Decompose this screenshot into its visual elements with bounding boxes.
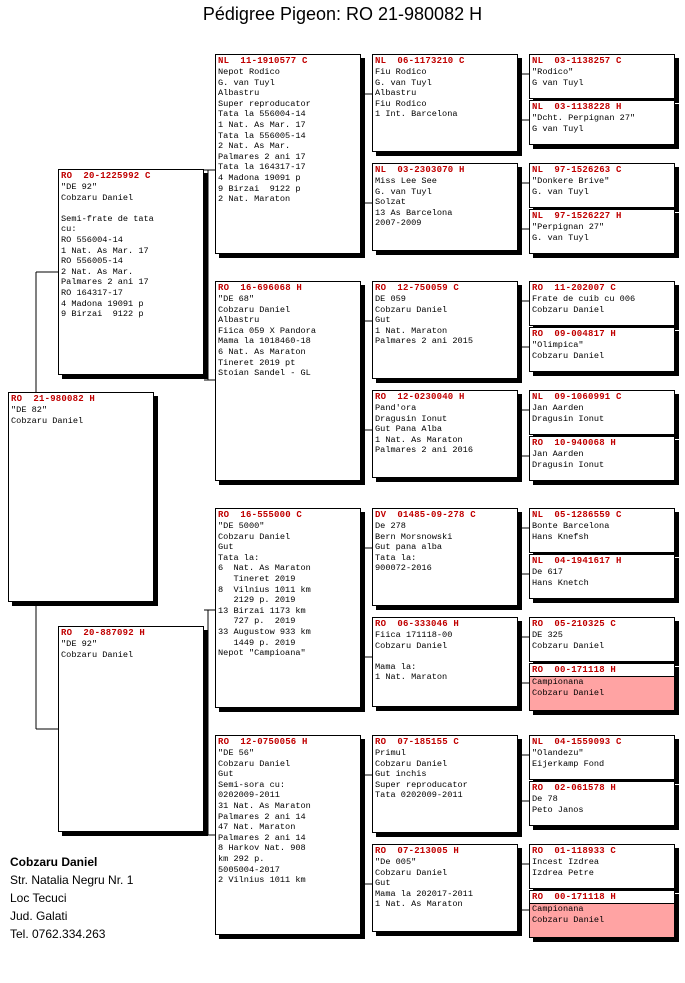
detail-line: De 78 <box>532 794 558 804</box>
detail-line: Nepot "Campioana" <box>218 648 306 659</box>
detail-line: Jan Aarden <box>532 403 584 413</box>
detail-line: Semi-sora cu: <box>218 779 286 790</box>
detail-line: 1 Nat. Maraton <box>375 672 448 683</box>
pigeon-details <box>373 176 517 229</box>
owner-address-block <box>10 853 133 943</box>
ring-number: NL 04-1559093 C <box>532 737 622 747</box>
detail-line: Cobzaru Daniel <box>218 758 291 769</box>
detail-line: Peto Janos <box>532 804 584 815</box>
pigeon-card-g7 <box>529 390 675 435</box>
detail-line: Hans Knetch <box>532 577 589 588</box>
detail-line: Cobzaru Daniel <box>532 350 605 361</box>
detail-line: 900072-2016 <box>375 563 432 574</box>
detail-line: Mama la 1018460-18 <box>218 336 311 347</box>
detail-line: RO 164317-17 <box>61 287 123 298</box>
owner-phone: Tel. 0762.334.263 <box>10 927 106 941</box>
detail-line: 47 Nat. Maraton <box>218 822 296 833</box>
ring-number: RO 02-061578 H <box>532 783 617 793</box>
detail-line: 4 Madona 19091 p <box>218 172 301 183</box>
ring-number: RO 07-213005 H <box>375 846 460 856</box>
ring-number: RO 00-171118 H <box>530 664 674 677</box>
detail-line: "Donkere Brive" <box>532 176 610 186</box>
detail-line: Tata 0202009-2011 <box>375 790 463 801</box>
owner-street: Str. Natalia Negru Nr. 1 <box>10 873 134 887</box>
pigeon-card-g8 <box>529 436 675 481</box>
detail-line: Izdrea Petre <box>532 867 594 878</box>
ring-number: RO 21-980082 H <box>11 394 96 404</box>
pigeon-card-g16 <box>529 890 675 938</box>
ring-number: NL 03-2303070 H <box>375 165 465 175</box>
pigeon-details <box>9 405 153 426</box>
pigeon-card-sdd <box>372 390 518 478</box>
pigeon-details <box>373 294 517 347</box>
detail-line: RO 556005-14 <box>61 256 123 267</box>
pigeon-details <box>530 630 674 651</box>
pigeon-card-dsd <box>372 617 518 707</box>
detail-line: RO 556004-14 <box>61 234 123 245</box>
detail-line: Primul <box>375 748 406 758</box>
detail-line: Palmares 2 ani 14 <box>218 811 306 822</box>
detail-line: Gut pana alba <box>375 542 443 553</box>
detail-line: Pand'ora <box>375 403 417 413</box>
pigeon-details <box>530 857 674 878</box>
pigeon-card-g10 <box>529 554 675 599</box>
detail-line: Tata la 164317-17 <box>218 162 306 173</box>
detail-line: 9 Birzai 9122 p <box>218 183 301 194</box>
detail-line: DE 059 <box>375 294 406 304</box>
detail-line: Gut Pana Alba <box>375 424 443 435</box>
detail-line: 2 Nat. Maraton <box>218 194 291 205</box>
pigeon-details <box>530 794 674 815</box>
detail-line: Albastru <box>375 88 417 99</box>
pigeon-details <box>530 521 674 542</box>
detail-line: Fiica 171118-00 <box>375 630 453 640</box>
detail-line: km 292 p. <box>218 853 265 864</box>
detail-line: Cobzaru Daniel <box>218 304 291 315</box>
detail-line: 4 Madona 19091 p <box>61 298 144 309</box>
detail-line: Fiica 059 X Pandora <box>218 325 316 336</box>
detail-line: "DE 92" <box>61 182 98 192</box>
pigeon-details <box>216 748 360 886</box>
pigeon-card-dam <box>58 626 204 832</box>
pigeon-card-ssd <box>372 163 518 251</box>
pigeon-details <box>373 403 517 456</box>
pigeon-details <box>530 449 674 470</box>
detail-line: Cobzaru Daniel <box>61 192 134 203</box>
detail-line: Frate de cuib cu 006 <box>532 294 636 304</box>
pigeon-card-g12 <box>529 663 675 711</box>
ring-number: NL 04-1941617 H <box>532 556 622 566</box>
detail-line: "De 005" <box>375 857 417 867</box>
pigeon-card-dd <box>215 735 361 935</box>
detail-line: Palmares 2 ani 2016 <box>375 445 473 456</box>
detail-line: Cobzaru Daniel <box>532 640 605 651</box>
ring-number: RO 20-887092 H <box>61 628 146 638</box>
ring-number: NL 05-1286559 C <box>532 510 622 520</box>
detail-line: Tata la 556005-14 <box>218 130 306 141</box>
pigeon-card-g14 <box>529 781 675 826</box>
detail-line: Cobzaru Daniel <box>375 758 448 769</box>
detail-line: Palmares 2 ani 17 <box>61 277 149 288</box>
detail-line: Cobzaru Daniel <box>11 415 84 426</box>
pigeon-card-g6 <box>529 327 675 372</box>
pigeon-card-ds <box>215 508 361 708</box>
detail-line: Solzat <box>375 197 406 208</box>
pigeon-details <box>216 294 360 379</box>
detail-line <box>375 651 515 662</box>
detail-line: Bern Morsnowski <box>375 531 453 542</box>
detail-line: "DE 5000" <box>218 521 265 531</box>
ring-number: NL 09-1060991 C <box>532 392 622 402</box>
detail-line: Super reproducator <box>218 98 311 109</box>
detail-line: "DE 92" <box>61 639 98 649</box>
pigeon-details <box>530 904 674 925</box>
pigeon-details <box>216 67 360 205</box>
detail-line: "DE 56" <box>218 748 255 758</box>
detail-line: Gut <box>375 315 391 326</box>
detail-line: Super reproducator <box>375 779 468 790</box>
ring-number: RO 16-555000 C <box>218 510 303 520</box>
ring-number: RO 07-185155 C <box>375 737 460 747</box>
detail-line: "Rodico" <box>532 67 574 77</box>
detail-line: Campionana <box>532 904 584 914</box>
detail-line: 1 Int. Barcelona <box>375 109 458 120</box>
pigeon-details <box>530 403 674 424</box>
ring-number: DV 01485-09-278 C <box>375 510 476 520</box>
detail-line: Palmares 2 ani 17 <box>218 151 306 162</box>
detail-line: 2 Vilnius 1011 km <box>218 875 306 886</box>
detail-line: "Olimpica" <box>532 340 584 350</box>
detail-line: 1 Nat. As Maraton <box>375 899 463 910</box>
detail-line: Cobzaru Daniel <box>532 304 605 315</box>
pigeon-details <box>530 222 674 243</box>
pigeon-details <box>373 67 517 120</box>
pigeon-details <box>373 857 517 910</box>
detail-line: Semi-frate de tata <box>61 213 154 224</box>
pigeon-card-g15 <box>529 844 675 889</box>
detail-line: De 617 <box>532 567 563 577</box>
detail-line: Hans Knefsh <box>532 531 589 542</box>
pigeon-card-g13 <box>529 735 675 780</box>
pigeon-details <box>530 748 674 769</box>
detail-line: G van Tuyl <box>532 77 584 88</box>
detail-line: 2 Nat. As Mar. <box>61 266 134 277</box>
detail-line: G. van Tuyl <box>532 186 589 197</box>
detail-line: Nepot Rodico <box>218 67 280 77</box>
detail-line: Cobzaru Daniel <box>375 867 448 878</box>
detail-line: "DE 68" <box>218 294 255 304</box>
detail-line: "DE 82" <box>11 405 48 415</box>
pigeon-card-g11 <box>529 617 675 662</box>
detail-line: Cobzaru Daniel <box>218 531 291 542</box>
detail-line: Dragusin Ionut <box>532 459 605 470</box>
detail-line: 2 Nat. As Mar. <box>218 141 291 152</box>
pigeon-card-sd <box>215 281 361 481</box>
ring-number: NL 11-1910577 C <box>218 56 308 66</box>
detail-line: 33 Augustow 933 km <box>218 626 311 637</box>
detail-line <box>61 203 201 214</box>
ring-number: RO 20-1225992 C <box>61 171 151 181</box>
ring-number: RO 05-210325 C <box>532 619 617 629</box>
detail-line: 6 Nat. As Maraton <box>218 346 306 357</box>
pigeon-card-g5 <box>529 281 675 326</box>
detail-line: DE 325 <box>532 630 563 640</box>
detail-line: Cobzaru Daniel <box>532 687 605 698</box>
detail-line: 2129 p. 2019 <box>218 595 296 606</box>
owner-locality: Loc Tecuci <box>10 891 67 905</box>
ring-number: RO 11-202007 C <box>532 283 617 293</box>
ring-number: RO 16-696068 H <box>218 283 303 293</box>
detail-line: 9 Birzai 9122 p <box>61 309 144 320</box>
detail-line: G. van Tuyl <box>375 77 432 88</box>
detail-line: Cobzaru Daniel <box>532 914 605 925</box>
detail-line: G. van Tuyl <box>218 77 275 88</box>
detail-line: Albastru <box>218 88 260 99</box>
detail-line: G. van Tuyl <box>532 232 589 243</box>
detail-line: Incest Izdrea <box>532 857 600 867</box>
detail-line: Tineret 2019 pt <box>218 357 296 368</box>
detail-line: Cobzaru Daniel <box>375 304 448 315</box>
detail-line: De 278 <box>375 521 406 531</box>
page-title: Pédigree Pigeon: RO 21-980082 H <box>202 4 483 24</box>
owner-county: Jud. Galati <box>10 909 68 923</box>
pigeon-card-g3 <box>529 163 675 208</box>
detail-line: "Perpignan 27" <box>532 222 605 232</box>
detail-line: G. van Tuyl <box>375 186 432 197</box>
pigeon-card-ddd <box>372 844 518 932</box>
detail-line: 13 As Barcelona <box>375 207 453 218</box>
ring-number: NL 97-1526227 H <box>532 211 622 221</box>
detail-line: Dragusin Ionut <box>532 413 605 424</box>
detail-line: 1 Nat. As Mar. 17 <box>218 119 306 130</box>
detail-line: 8 Harkov Nat. 908 <box>218 843 306 854</box>
detail-line: Mama la: <box>375 661 417 672</box>
detail-line: Jan Aarden <box>532 449 584 459</box>
detail-line: Fiu Rodico <box>375 67 427 77</box>
pigeon-card-sire <box>58 169 204 375</box>
pigeon-details <box>530 567 674 588</box>
detail-line: Albastru <box>218 315 260 326</box>
detail-line: cu: <box>61 224 77 235</box>
detail-line: Bonte Barcelona <box>532 521 610 531</box>
ring-number: RO 09-004817 H <box>532 329 617 339</box>
detail-line: Gut <box>375 878 391 889</box>
pigeon-details <box>530 176 674 197</box>
ring-number: RO 12-0750056 H <box>218 737 308 747</box>
detail-line: Mama la 202017-2011 <box>375 888 473 899</box>
detail-line: "Dcht. Perpignan 27" <box>532 113 636 123</box>
detail-line: 13 Birzai 1173 km <box>218 605 306 616</box>
detail-line: Tineret 2019 <box>218 573 296 584</box>
detail-line: Stoian Sandel - GL <box>218 368 311 379</box>
detail-line: Campionana <box>532 677 584 687</box>
pigeon-card-dss <box>372 508 518 606</box>
pigeon-card-g1 <box>529 54 675 99</box>
pigeon-card-dds <box>372 735 518 833</box>
owner-name: Cobzaru Daniel <box>10 855 98 869</box>
detail-line: Tata la: <box>375 552 417 563</box>
pigeon-details <box>373 630 517 683</box>
pigeon-details <box>530 294 674 315</box>
detail-line: 31 Nat. As Maraton <box>218 800 311 811</box>
detail-line: Palmares 2 ani 2015 <box>375 336 473 347</box>
detail-line: Fiu Rodico <box>375 98 427 109</box>
ring-number: RO 10-940068 H <box>532 438 617 448</box>
detail-line: Gut <box>218 542 234 553</box>
detail-line: 1 Nat. As Mar. 17 <box>61 245 149 256</box>
detail-line: 1449 p. 2019 <box>218 637 296 648</box>
detail-line: Tata la: <box>218 552 260 563</box>
detail-line: 6 Nat. As Maraton <box>218 563 311 574</box>
pigeon-card-ss <box>215 54 361 254</box>
detail-line: 1 Nat. As Maraton <box>375 434 463 445</box>
detail-line: 8 Vilnius 1011 km <box>218 584 311 595</box>
pigeon-details <box>530 67 674 88</box>
pigeon-details <box>373 748 517 801</box>
detail-line: G van Tuyl <box>532 123 584 134</box>
detail-line: Gut <box>218 769 234 780</box>
ring-number: RO 00-171118 H <box>530 891 674 904</box>
ring-number: RO 01-118933 C <box>532 846 617 856</box>
detail-line: Gut inchis <box>375 769 427 780</box>
detail-line: Palmares 2 ani 14 <box>218 832 306 843</box>
detail-line: 727 p. 2019 <box>218 616 296 627</box>
detail-line: Cobzaru Daniel <box>375 640 448 651</box>
detail-line: Dragusin Ionut <box>375 413 448 424</box>
pigeon-card-subject <box>8 392 154 602</box>
pigeon-details <box>216 521 360 659</box>
ring-number: RO 06-333046 H <box>375 619 460 629</box>
pigeon-card-g2 <box>529 100 675 145</box>
detail-line: Cobzaru Daniel <box>61 649 134 660</box>
pigeon-card-g9 <box>529 508 675 553</box>
pigeon-details <box>373 521 517 574</box>
detail-line: Tata la 556004-14 <box>218 109 306 120</box>
ring-number: NL 97-1526263 C <box>532 165 622 175</box>
detail-line: 2007-2009 <box>375 218 422 229</box>
detail-line: 5005004-2017 <box>218 864 280 875</box>
detail-line: 0202009-2011 <box>218 790 280 801</box>
pigeon-card-sds <box>372 281 518 379</box>
ring-number: NL 03-1138257 C <box>532 56 622 66</box>
ring-number: NL 03-1138228 H <box>532 102 622 112</box>
pigeon-card-g4 <box>529 209 675 254</box>
ring-number: RO 12-0230040 H <box>375 392 465 402</box>
ring-number: NL 06-1173210 C <box>375 56 465 66</box>
detail-line: "Olandezu" <box>532 748 584 758</box>
pigeon-details <box>530 677 674 698</box>
pigeon-card-sss <box>372 54 518 152</box>
detail-line: Eijerkamp Fond <box>532 758 605 769</box>
ring-number: RO 12-750059 C <box>375 283 460 293</box>
pigeon-details <box>59 639 203 660</box>
pigeon-details <box>59 182 203 320</box>
detail-line: 1 Nat. Maraton <box>375 325 448 336</box>
detail-line: Miss Lee See <box>375 176 437 186</box>
pigeon-details <box>530 113 674 134</box>
pigeon-details <box>530 340 674 361</box>
